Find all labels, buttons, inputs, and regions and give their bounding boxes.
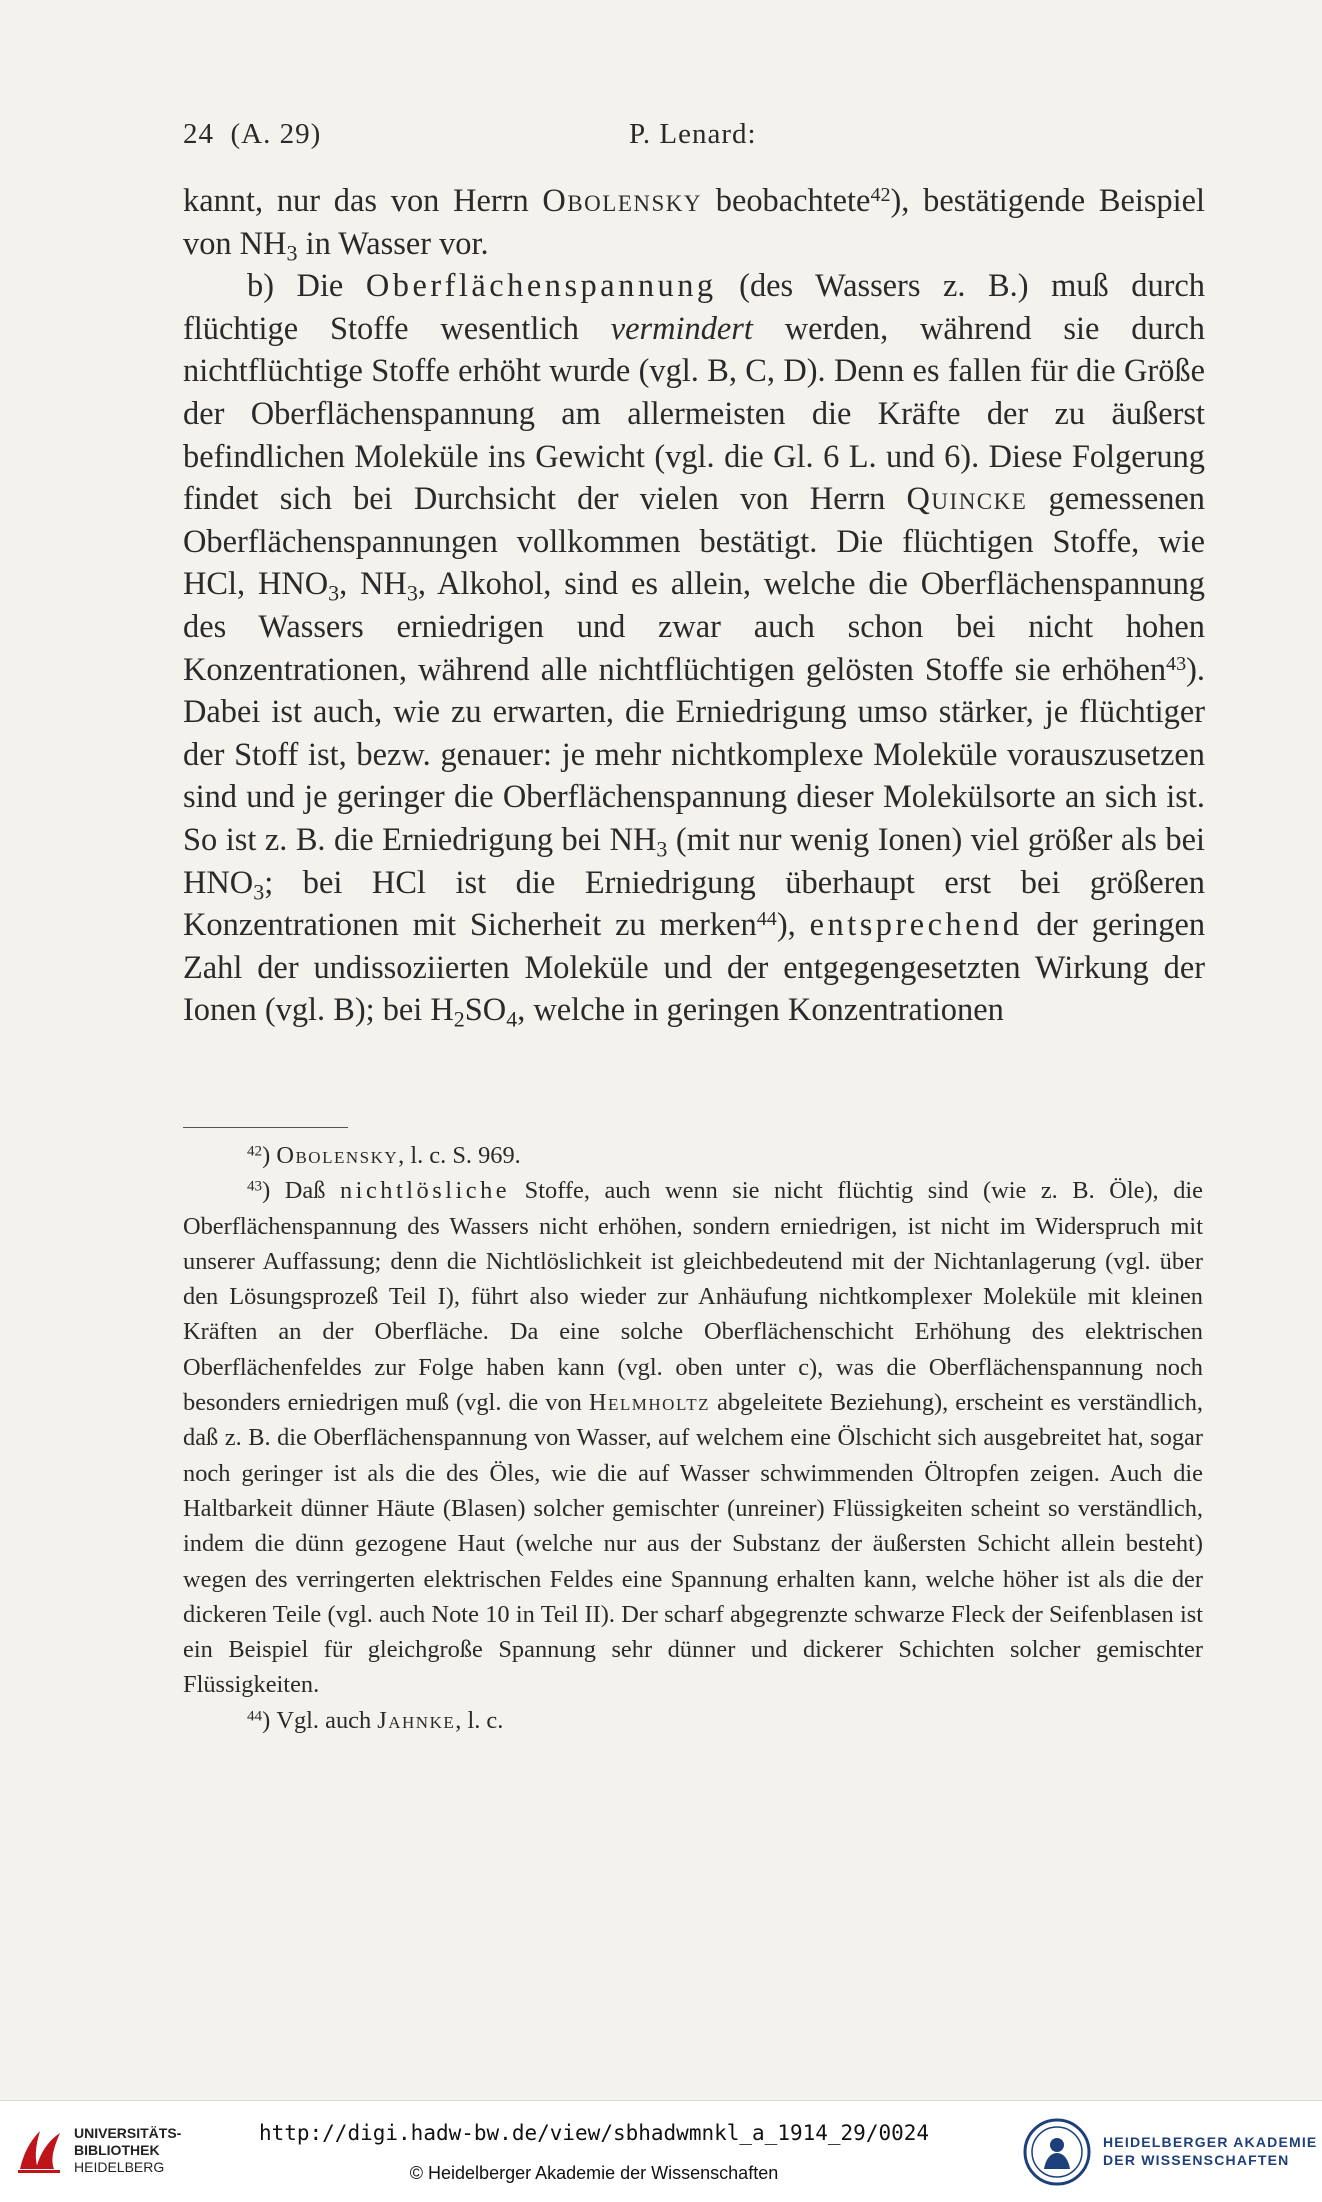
- footnote-ref-44[interactable]: 44: [756, 908, 777, 931]
- running-header: [183, 118, 1205, 158]
- footnotes: [183, 1138, 1203, 1738]
- main-text: [183, 180, 1205, 1032]
- section-ref: (A. 29): [230, 118, 322, 150]
- author-name-obolensky: Obolensky: [542, 183, 702, 219]
- author-name-quincke: Quincke: [906, 481, 1028, 518]
- footnote-ref-43[interactable]: 43: [1166, 652, 1187, 675]
- spaced-term: Oberflächenspannung: [365, 268, 717, 305]
- paragraph-continuation: kannt, nur das von Herrn Obolensky beobachtete$^{42}$), bestätigende Beispiel von $NH_3$ in Wasser vor.: [183, 183, 1205, 266]
- page-number-and-section: [183, 118, 321, 151]
- footnote-43: $^{43}$) Daß nichtlösliche Stoffe, auch wenn sie nicht flüchtig sind (wie z. B. Öle), die Oberflächenspannung des Wassers nicht erhöhen, sondern erniedrigen, ist nicht im Widerspruch mit unserer Auffassung; denn die Nichtlöslichkeit ist gleichbedeutend mit der Nichtanlagerung (vgl. über den Lösungsprozeß Teil I), führt also wieder zur Anhäufung nichtkomplexer Moleküle mit kleinen Kräften an der Oberfläche. Da eine solche Oberflächenschicht Erhöhung des elektrischen Oberflächenfeldes zur Folge haben kann (vgl. oben unter c), was die Oberflächenspannung noch besonders erniedrigen muß (vgl. die von Helmholtz abgeleitete Beziehung), erscheint es verständlich, daß z. B. die Oberflächenspannung von Wasser, auf welchem eine Ölschicht sich ausgebreitet hat, sogar noch geringer ist als die des Öles, wie die auf Wasser schwimmenden Öltropfen zeigen. Auch die Haltbarkeit dünner Häute (Blasen) solcher gemischter (unreiner) Flüssigkeiten scheint so verständlich, indem die dünn gezogene Haut (welche nur aus der Substanz der äußersten Schicht allein besteht) wegen des verringerten elektrischen Feldes eine Spannung erhalten kann, welche höher ist als die der dickeren Teile (vgl. auch Note 10 in Teil II). Der scharf abgegrenzte schwarze Fleck der Seifenblasen ist ein Beispiel für gleichgroße Spannung sehr dünner und dickerer Schichten solcher gemischter Flüssigkeiten.: [183, 1177, 1203, 1699]
- author-name-helmholtz: Helmholtz: [588, 1389, 711, 1417]
- copyright-notice: © Heidelberger Akademie der Wissenschaften: [409, 2163, 779, 2183]
- academy-name: HEIDELBERGER AKADEMIE DER WISSENSCHAFTEN: [1103, 2134, 1318, 2168]
- paragraph-b: b) Die Oberflächenspannung (des Wassers z. B.) muß durch flüchtige Stoffe wesentlich vermindert werden, während sie durch nichtflüchtige Stoffe erhöht wurde (vgl. B, C, D). Denn es fallen für die Größe der Oberflächenspannung am allermeisten die Kräfte der zu äußerst befindlichen Moleküle ins Gewicht (vgl. die Gl. 6 L. und 6). Diese Folgerung findet sich bei Durchsicht der vielen von Herrn Quincke gemessenen Oberflächenspannungen vollkommen bestätigt. Die flüchtigen Stoffe, wie HCl, $HNO_3$, $NH_3$, Alkohol, sind es allein, welche die Oberflächenspannung des Wassers erniedrigen und zwar auch schon bei nicht hohen Konzentrationen, während alle nichtflüchtigen gelösten Stoffe sie erhöhen$^{43}$). Dabei ist auch, wie zu erwarten, die Erniedrigung umso stärker, je flüchtiger der Stoff ist, bezw. genauer: je mehr nichtkomplexe Moleküle vorauszusetzen sind und je geringer die Oberflächenspannung dieser Molekülsorte an sich ist. So ist z. B. die Erniedrigung bei $NH_3$ (mit nur wenig Ionen) viel größer als bei $HNO_3$; bei HCl ist die Erniedrigung überhaupt erst bei größeren Konzentrationen mit Sicherheit zu merken$^{44}$), entsprechend der geringen Zahl der undissoziierten Moleküle und der entgegengesetzten Wirkung der Ionen (vgl. B); bei $H_2SO_4$, welche in geringen Konzentrationen: [183, 268, 1206, 1032]
- italic-term: vermindert: [610, 310, 753, 347]
- library-logo-icon: [14, 2125, 66, 2177]
- permalink-url[interactable]: http://digi.hadw-bw.de/view/sbhadwmnkl_a_1914_29/0024: [258, 2121, 930, 2145]
- footnote-44: $^{44}$) Vgl. auch Jahnke, l. c.: [247, 1706, 504, 1734]
- academy-seal-icon: [1022, 2117, 1092, 2187]
- footnote-42: $^{42}$) Obolensky, l. c. S. 969.: [247, 1142, 521, 1169]
- library-name: UNIVERSITÄTS- BIBLIOTHEK HEIDELBERG: [74, 2125, 182, 2175]
- footnote-divider: [183, 1127, 348, 1128]
- spaced-term-2: entsprechend: [809, 907, 1023, 944]
- page-number: 24: [183, 118, 214, 150]
- footnote-ref-42[interactable]: 42: [870, 183, 891, 206]
- viewer-footer: [0, 2100, 1322, 2202]
- running-author: P. Lenard:: [629, 118, 757, 150]
